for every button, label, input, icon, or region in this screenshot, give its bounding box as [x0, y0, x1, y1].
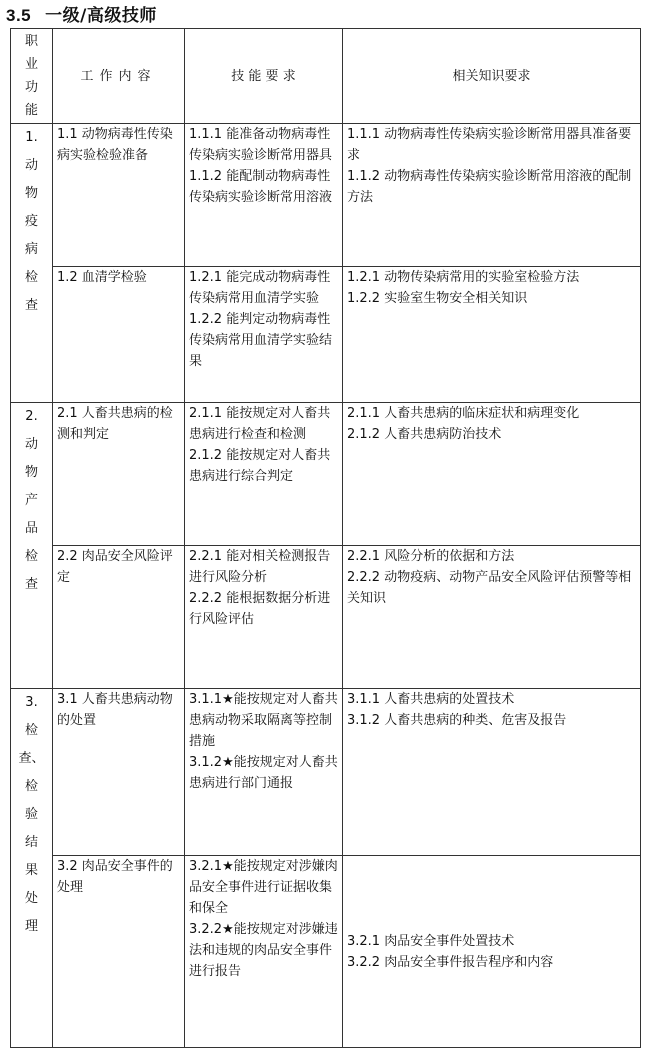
page-heading: [6, 3, 157, 29]
skill-cell: [185, 546, 343, 689]
skill-item: 1.1.2 能配制动物病毒性传染病实验诊断常用溶液: [189, 169, 333, 205]
skill-item: 3.1.2★能按规定对人畜共患病进行部门通报: [189, 755, 338, 791]
section-number: 3.5: [6, 6, 32, 25]
knowledge-cell: [343, 856, 641, 1048]
skill-item: 2.1.2 能按规定对人畜共患病进行综合判定: [189, 448, 331, 484]
knowledge-item: 1.2.1 动物传染病常用的实验室检验方法: [347, 270, 580, 285]
knowledge-cell: [343, 124, 641, 267]
table-row: [11, 403, 641, 546]
skill-item: 3.2.2★能按规定对涉嫌违法和违规的肉品安全事件进行报告: [189, 922, 338, 979]
table-row: [11, 124, 641, 267]
section-title: 一级/高级技师: [45, 6, 157, 26]
knowledge-item: 1.1.2 动物病毒性传染病实验诊断常用溶液的配制方法: [347, 169, 632, 205]
knowledge-item: 2.1.1 人畜共患病的临床症状和病理变化: [347, 406, 580, 421]
knowledge-cell: [343, 546, 641, 689]
skill-cell: [185, 689, 343, 856]
skill-cell: [185, 856, 343, 1048]
knowledge-item: 3.1.2 人畜共患病的种类、危害及报告: [347, 713, 567, 728]
header-function: 职 业 功 能: [11, 29, 53, 124]
skill-item: 3.1.1★能按规定对人畜共患病动物采取隔离等控制措施: [189, 692, 338, 749]
content-cell: 3.2 肉品安全事件的处理: [53, 856, 185, 1048]
knowledge-item: 3.1.1 人畜共患病的处置技术: [347, 692, 515, 707]
skill-item: 1.1.1 能准备动物病毒性传染病实验诊断常用器具: [189, 127, 333, 163]
knowledge-item: 1.1.1 动物病毒性传染病实验诊断常用器具准备要求: [347, 127, 632, 163]
content-cell: 2.2 肉品安全风险评定: [53, 546, 185, 689]
skill-item: 2.2.2 能根据数据分析进行风险评估: [189, 591, 331, 627]
header-skill: 技 能 要 求: [185, 29, 343, 124]
knowledge-item: 1.2.2 实验室生物安全相关知识: [347, 291, 528, 306]
skill-standard-table: [10, 28, 641, 1048]
skill-item: 3.2.1★能按规定对涉嫌肉品安全事件进行证据收集和保全: [189, 859, 338, 916]
skill-item: 2.1.1 能按规定对人畜共患病进行检查和检测: [189, 406, 331, 442]
skill-item: 2.2.1 能对相关检测报告进行风险分析: [189, 549, 331, 585]
function-cell-3: 3. 检 查、 检 验 结 果 处 理: [11, 689, 53, 1048]
knowledge-cell: [343, 689, 641, 856]
content-cell: 3.1 人畜共患病动物的处置: [53, 689, 185, 856]
function-cell-2: 2. 动 物 产 品 检 查: [11, 403, 53, 689]
header-content: 工作内容: [53, 29, 185, 124]
function-cell-1: 1. 动 物 疫 病 检 查: [11, 124, 53, 403]
header-knowledge: 相关知识要求: [343, 29, 641, 124]
table-row: [11, 546, 641, 689]
content-cell: 1.1 动物病毒性传染病实验检验准备: [53, 124, 185, 267]
knowledge-item: 3.2.1 肉品安全事件处置技术: [347, 933, 515, 949]
skill-cell: [185, 124, 343, 267]
skill-cell: [185, 403, 343, 546]
header-row: [11, 29, 641, 124]
knowledge-item: 2.2.1 风险分析的依据和方法: [347, 549, 515, 564]
skill-item: 1.2.1 能完成动物病毒性传染病常用血清学实验: [189, 270, 331, 306]
knowledge-cell: [343, 403, 641, 546]
knowledge-item: 2.1.2 人畜共患病防治技术: [347, 427, 502, 442]
content-cell: 1.2 血清学检验: [53, 267, 185, 403]
knowledge-item: 2.2.2 动物疫病、动物产品安全风险评估预警等相关知识: [347, 570, 632, 606]
knowledge-cell: [343, 267, 641, 403]
table-row: [11, 856, 641, 1048]
knowledge-item: 3.2.2 肉品安全事件报告程序和内容: [347, 954, 554, 970]
table-row: [11, 267, 641, 403]
skill-item: 1.2.2 能判定动物病毒性传染病常用血清学实验结果: [189, 312, 333, 369]
table-row: [11, 689, 641, 856]
content-cell: 2.1 人畜共患病的检测和判定: [53, 403, 185, 546]
skill-cell: [185, 267, 343, 403]
